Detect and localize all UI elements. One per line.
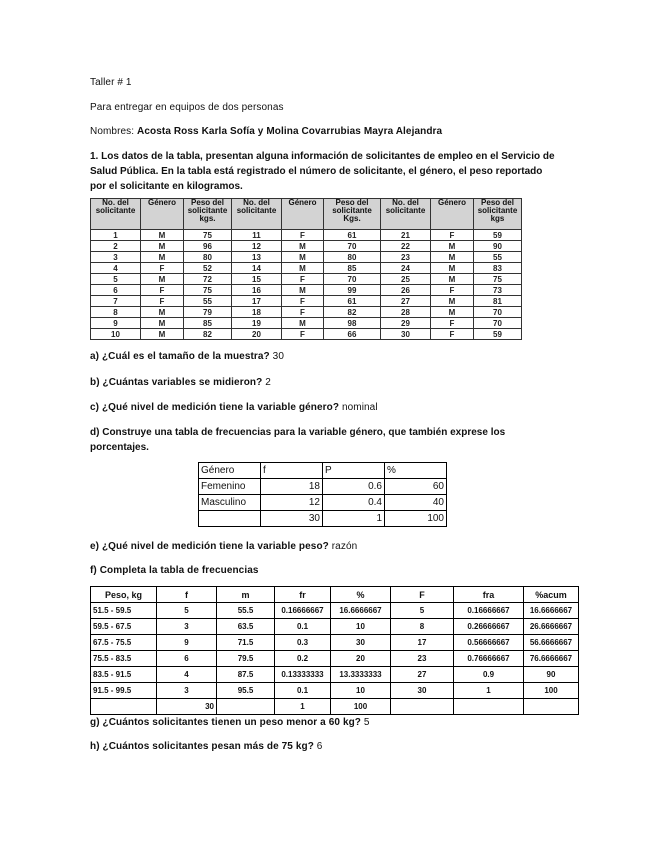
table-cell: M bbox=[282, 241, 324, 252]
table-cell: M bbox=[282, 263, 324, 274]
table-cell: 18 bbox=[261, 479, 323, 495]
col-header: Peso del solicitante kgs. bbox=[184, 199, 232, 230]
freq-total-row bbox=[91, 699, 579, 715]
col-header: f bbox=[157, 587, 217, 603]
table-cell: 20 bbox=[232, 329, 282, 340]
question-f: f) Completa la tabla de frecuencias bbox=[90, 565, 259, 576]
table-cell: 61 bbox=[324, 296, 381, 307]
col-header: Género bbox=[141, 199, 184, 230]
question-c-answer: nominal bbox=[339, 402, 378, 413]
table-cell: 7 bbox=[91, 296, 141, 307]
col-header: Género bbox=[282, 199, 324, 230]
question-g-text-2: kg? bbox=[340, 717, 362, 728]
table-cell: 16.6666667 bbox=[524, 603, 579, 619]
table-cell: 26.6666667 bbox=[524, 619, 579, 635]
table-cell: 83.5 - 91.5 bbox=[91, 667, 157, 683]
table-row bbox=[91, 252, 522, 263]
question-d: d) Construye una tabla de frecuencias para la variable género, que también exprese los porcentajes. bbox=[90, 427, 506, 453]
table-cell: 75.5 - 83.5 bbox=[91, 651, 157, 667]
question-h-answer: 6 bbox=[313, 741, 323, 752]
table-cell: 0.6 bbox=[323, 479, 385, 495]
col-header: fr bbox=[275, 587, 331, 603]
table-row bbox=[91, 296, 522, 307]
table-cell: 22 bbox=[381, 241, 431, 252]
table-cell: 82 bbox=[184, 329, 232, 340]
gender-frequency-table bbox=[198, 462, 447, 527]
table-cell: F bbox=[282, 296, 324, 307]
table-cell: 8 bbox=[91, 307, 141, 318]
table-cell: 98 bbox=[324, 318, 381, 329]
table-cell: M bbox=[431, 307, 474, 318]
col-header: Género bbox=[431, 199, 474, 230]
table-cell: M bbox=[431, 274, 474, 285]
table-cell: 25 bbox=[381, 274, 431, 285]
table-cell: F bbox=[282, 307, 324, 318]
table-cell: F bbox=[141, 285, 184, 296]
applicants-data-table bbox=[90, 198, 522, 340]
table-cell: M bbox=[141, 307, 184, 318]
table-cell: 82 bbox=[324, 307, 381, 318]
table-cell: 75 bbox=[184, 285, 232, 296]
total-f: 30 bbox=[157, 699, 217, 715]
table-cell: 1 bbox=[454, 683, 524, 699]
table-cell: 59 bbox=[474, 329, 522, 340]
table-cell: 71.5 bbox=[217, 635, 275, 651]
table-cell: F bbox=[282, 329, 324, 340]
table-cell: 23 bbox=[391, 651, 454, 667]
table-cell: F bbox=[282, 274, 324, 285]
table-cell bbox=[391, 699, 454, 715]
table-cell: 10 bbox=[331, 683, 391, 699]
table-cell: 19 bbox=[232, 318, 282, 329]
table-cell: M bbox=[141, 241, 184, 252]
table-cell: 99 bbox=[324, 285, 381, 296]
table-cell: 3 bbox=[157, 619, 217, 635]
table-cell: M bbox=[431, 263, 474, 274]
col-header: Peso del solicitante kgs bbox=[474, 199, 522, 230]
table-cell: 3 bbox=[157, 683, 217, 699]
table-cell: 16.6666667 bbox=[331, 603, 391, 619]
table-cell: 73 bbox=[474, 285, 522, 296]
table-cell: 0.56666667 bbox=[454, 635, 524, 651]
table-cell: M bbox=[141, 329, 184, 340]
table-cell: 59.5 - 67.5 bbox=[91, 619, 157, 635]
table-row bbox=[91, 318, 522, 329]
question-c bbox=[90, 402, 378, 413]
table-cell: 26 bbox=[381, 285, 431, 296]
table-cell: 55.5 bbox=[217, 603, 275, 619]
table-cell: 66 bbox=[324, 329, 381, 340]
table-cell: 0.2 bbox=[275, 651, 331, 667]
table-row bbox=[91, 241, 522, 252]
table-cell: 10 bbox=[91, 329, 141, 340]
table-cell bbox=[91, 699, 157, 715]
table-cell: 90 bbox=[524, 667, 579, 683]
table-row bbox=[91, 651, 579, 667]
question-1-text: Los datos de la tabla, presentan alguna información de solicitantes de empleo en el Servicio de Salud Pública. En la tabla está registrado el número de solicitante, el género, el peso reportado por el solicitante en kilogramos. bbox=[90, 151, 555, 192]
table-cell: 56.6666667 bbox=[524, 635, 579, 651]
table-row bbox=[91, 635, 579, 651]
table-cell: 0.1 bbox=[275, 683, 331, 699]
table-cell: M bbox=[431, 252, 474, 263]
question-1 bbox=[90, 149, 560, 194]
table-cell: 0.16666667 bbox=[454, 603, 524, 619]
col-header: F bbox=[391, 587, 454, 603]
table-cell: 100 bbox=[385, 511, 447, 527]
table-cell: 55 bbox=[184, 296, 232, 307]
col-header: fra bbox=[454, 587, 524, 603]
col-header: Género bbox=[199, 463, 261, 479]
table-cell: 95.5 bbox=[217, 683, 275, 699]
table-row bbox=[91, 603, 579, 619]
table-cell: 5 bbox=[391, 603, 454, 619]
question-h bbox=[90, 741, 322, 752]
table-cell: M bbox=[282, 252, 324, 263]
question-e-text: e) ¿Qué nivel de medición tiene la variable peso? bbox=[90, 541, 329, 552]
table-cell: F bbox=[431, 230, 474, 241]
table-row bbox=[91, 230, 522, 241]
table-cell: 87.5 bbox=[217, 667, 275, 683]
col-header: % bbox=[331, 587, 391, 603]
table-cell: 6 bbox=[157, 651, 217, 667]
table-cell: F bbox=[431, 318, 474, 329]
table-cell: 79 bbox=[184, 307, 232, 318]
table-row bbox=[91, 619, 579, 635]
table-row bbox=[91, 274, 522, 285]
table-row bbox=[199, 479, 447, 495]
table-cell: 12 bbox=[261, 495, 323, 511]
table-cell: M bbox=[141, 252, 184, 263]
col-header: % bbox=[385, 463, 447, 479]
table-cell: 13.3333333 bbox=[331, 667, 391, 683]
table-cell: 1 bbox=[323, 511, 385, 527]
question-e-answer: razón bbox=[328, 541, 358, 552]
table-cell: 15 bbox=[232, 274, 282, 285]
table-cell: 21 bbox=[381, 230, 431, 241]
table-cell: 14 bbox=[232, 263, 282, 274]
table-cell: F bbox=[282, 230, 324, 241]
table-cell: 52 bbox=[184, 263, 232, 274]
table-cell: M bbox=[282, 318, 324, 329]
total-fr: 1 bbox=[275, 699, 331, 715]
col-header: m bbox=[217, 587, 275, 603]
table-cell: 30 bbox=[261, 511, 323, 527]
col-header: P bbox=[323, 463, 385, 479]
table-cell bbox=[454, 699, 524, 715]
table-cell: 11 bbox=[232, 230, 282, 241]
table-cell: 61 bbox=[324, 230, 381, 241]
table-cell: 9 bbox=[91, 318, 141, 329]
table-cell: 18 bbox=[232, 307, 282, 318]
col-header: No. del solicitante bbox=[381, 199, 431, 230]
table-cell: 67.5 - 75.5 bbox=[91, 635, 157, 651]
table-cell: M bbox=[141, 230, 184, 241]
table-cell: 79.5 bbox=[217, 651, 275, 667]
worksheet-subtitle: Para entregar en equipos de dos personas bbox=[90, 102, 284, 113]
table-cell: 80 bbox=[184, 252, 232, 263]
question-g-value: 60 bbox=[328, 717, 341, 728]
table-cell: 28 bbox=[381, 307, 431, 318]
table-row bbox=[199, 463, 447, 479]
question-g-text-1: g) ¿Cuántos solicitantes tienen un peso menor a bbox=[90, 717, 329, 728]
question-h-value: 75 bbox=[281, 741, 293, 752]
table-cell: 70 bbox=[474, 307, 522, 318]
table-cell: 0.76666667 bbox=[454, 651, 524, 667]
table-cell: 0.26666667 bbox=[454, 619, 524, 635]
question-h-text-2: kg? bbox=[292, 741, 314, 752]
table-cell: 70 bbox=[324, 274, 381, 285]
names-label: Nombres: bbox=[90, 126, 138, 137]
table-cell: M bbox=[431, 296, 474, 307]
col-header: f bbox=[261, 463, 323, 479]
table-cell: 5 bbox=[91, 274, 141, 285]
freq-table-header-row bbox=[91, 587, 579, 603]
table-row bbox=[199, 495, 447, 511]
table-cell: 30 bbox=[381, 329, 431, 340]
table-cell: 0.16666667 bbox=[275, 603, 331, 619]
table-cell: 30 bbox=[331, 635, 391, 651]
col-header: Peso del solicitante Kgs. bbox=[324, 199, 381, 230]
table-cell: 4 bbox=[157, 667, 217, 683]
table-cell: 90 bbox=[474, 241, 522, 252]
names-value: Acosta Ross Karla Sofía y Molina Covarrubias Mayra Alejandra bbox=[137, 126, 443, 137]
table-cell: M bbox=[141, 318, 184, 329]
table-cell: 0.9 bbox=[454, 667, 524, 683]
table-cell: Femenino bbox=[199, 479, 261, 495]
table-cell: 3 bbox=[91, 252, 141, 263]
table-cell: 20 bbox=[331, 651, 391, 667]
table-cell: 8 bbox=[391, 619, 454, 635]
table-cell: 96 bbox=[184, 241, 232, 252]
table-cell: 0.13333333 bbox=[275, 667, 331, 683]
table-cell: 51.5 - 59.5 bbox=[91, 603, 157, 619]
student-names bbox=[90, 126, 442, 137]
table-cell: M bbox=[141, 274, 184, 285]
question-a-text: a) ¿Cuál es el tamaño de la muestra? bbox=[90, 351, 270, 362]
table-cell: 4 bbox=[91, 263, 141, 274]
table-cell: 60 bbox=[385, 479, 447, 495]
question-b-text: b) ¿Cuántas variables se midieron? bbox=[90, 377, 263, 388]
table-cell: M bbox=[431, 241, 474, 252]
table-cell: 13 bbox=[232, 252, 282, 263]
table-cell: 100 bbox=[524, 683, 579, 699]
question-b-answer: 2 bbox=[262, 377, 271, 388]
question-g bbox=[90, 717, 370, 728]
table-cell: 1 bbox=[91, 230, 141, 241]
table-cell: 70 bbox=[324, 241, 381, 252]
table-cell: 63.5 bbox=[217, 619, 275, 635]
table-cell: Masculino bbox=[199, 495, 261, 511]
table-cell bbox=[524, 699, 579, 715]
table-cell: 27 bbox=[391, 667, 454, 683]
table-cell: 83 bbox=[474, 263, 522, 274]
table-cell: 27 bbox=[381, 296, 431, 307]
table-cell: 12 bbox=[232, 241, 282, 252]
table-cell: 40 bbox=[385, 495, 447, 511]
table-cell: F bbox=[431, 329, 474, 340]
table-cell: 17 bbox=[232, 296, 282, 307]
table-cell: 24 bbox=[381, 263, 431, 274]
table-cell: 0.3 bbox=[275, 635, 331, 651]
question-g-answer: 5 bbox=[361, 717, 370, 728]
total-pct: 100 bbox=[331, 699, 391, 715]
table-cell: 85 bbox=[324, 263, 381, 274]
table-cell: 70 bbox=[474, 318, 522, 329]
table-cell: 6 bbox=[91, 285, 141, 296]
col-header: %acum bbox=[524, 587, 579, 603]
table-row bbox=[91, 683, 579, 699]
table-cell: 29 bbox=[381, 318, 431, 329]
table-cell: 59 bbox=[474, 230, 522, 241]
table-cell: 85 bbox=[184, 318, 232, 329]
table-cell: 0.1 bbox=[275, 619, 331, 635]
table-row bbox=[91, 285, 522, 296]
question-c-text: c) ¿Qué nivel de medición tiene la variable género? bbox=[90, 402, 340, 413]
weight-frequency-table bbox=[90, 586, 579, 715]
table-cell: M bbox=[282, 285, 324, 296]
table-cell: 55 bbox=[474, 252, 522, 263]
table-cell: 75 bbox=[474, 274, 522, 285]
table-cell: 23 bbox=[381, 252, 431, 263]
question-b bbox=[90, 377, 271, 388]
question-h-text-1: h) ¿Cuántos solicitantes pesan más de bbox=[90, 741, 282, 752]
table-row bbox=[91, 329, 522, 340]
table-cell: F bbox=[141, 263, 184, 274]
table-cell: 17 bbox=[391, 635, 454, 651]
col-header: Peso, kg bbox=[91, 587, 157, 603]
question-a bbox=[90, 351, 284, 362]
col-header: No. del solicitante bbox=[91, 199, 141, 230]
table-row bbox=[199, 511, 447, 527]
table-cell: 80 bbox=[324, 252, 381, 263]
table-row bbox=[91, 667, 579, 683]
table-cell: 75 bbox=[184, 230, 232, 241]
table-cell: 10 bbox=[331, 619, 391, 635]
question-a-answer: 30 bbox=[269, 351, 284, 362]
question-1-number: 1. bbox=[90, 151, 99, 162]
table-cell: 91.5 - 99.5 bbox=[91, 683, 157, 699]
table-cell: F bbox=[431, 285, 474, 296]
table-cell: 16 bbox=[232, 285, 282, 296]
table-cell: 72 bbox=[184, 274, 232, 285]
table-row bbox=[91, 263, 522, 274]
worksheet-title: Taller # 1 bbox=[90, 77, 132, 88]
table-cell: 9 bbox=[157, 635, 217, 651]
table-cell bbox=[217, 699, 275, 715]
table-cell: F bbox=[141, 296, 184, 307]
table-cell: 0.4 bbox=[323, 495, 385, 511]
question-e bbox=[90, 541, 357, 552]
table-cell: 76.6666667 bbox=[524, 651, 579, 667]
table-row bbox=[91, 307, 522, 318]
data-table-header-row bbox=[91, 199, 522, 230]
col-header: No. del solicitante bbox=[232, 199, 282, 230]
table-cell: 81 bbox=[474, 296, 522, 307]
table-cell: 5 bbox=[157, 603, 217, 619]
table-cell: 30 bbox=[391, 683, 454, 699]
table-cell: 2 bbox=[91, 241, 141, 252]
table-cell bbox=[199, 511, 261, 527]
